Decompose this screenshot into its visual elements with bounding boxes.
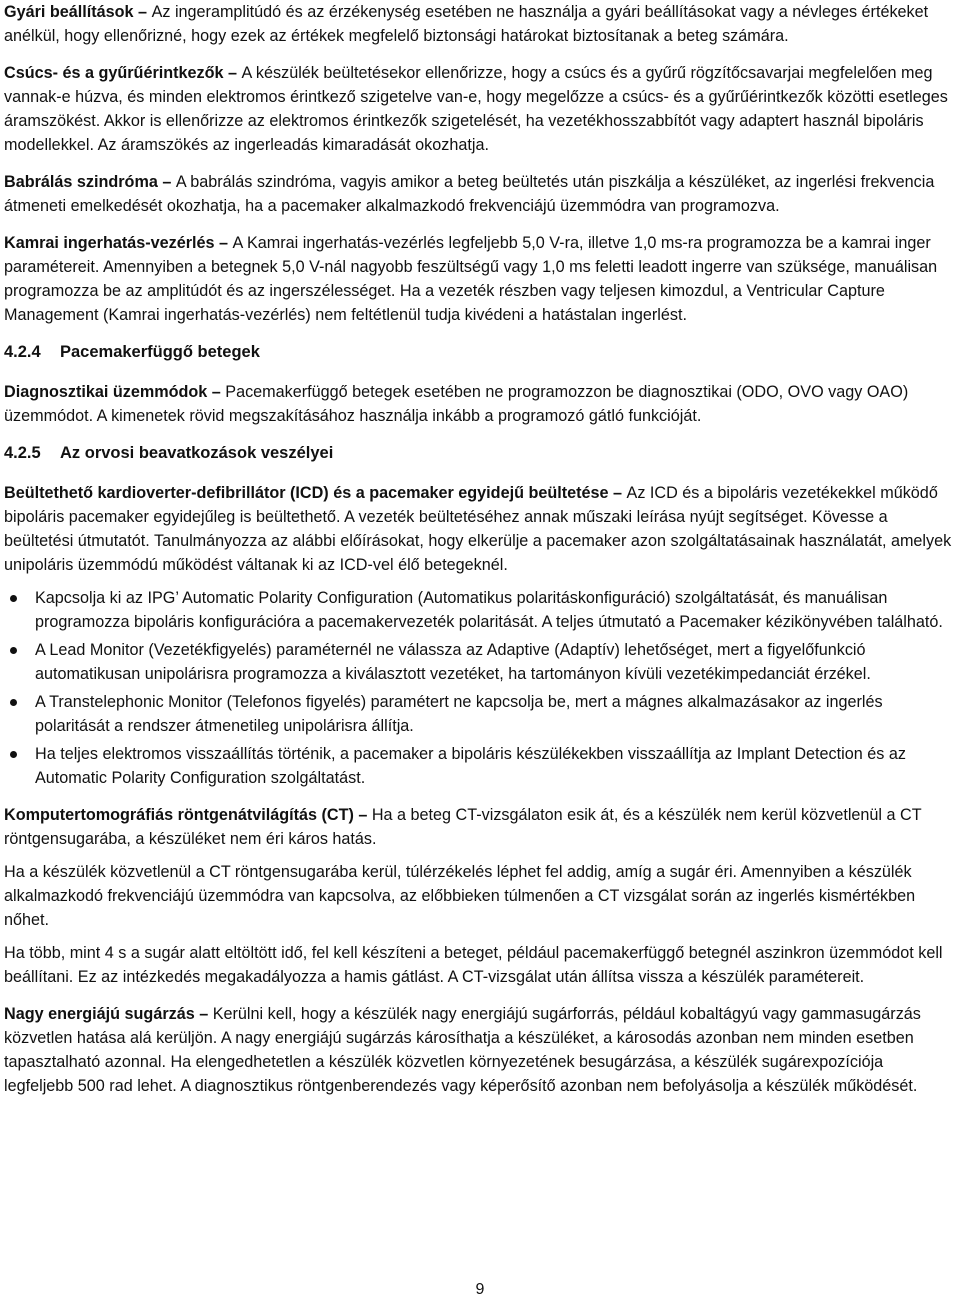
paragraph-tip-ring-contacts [4,61,956,157]
paragraph-text: Az ICD és a bipoláris vezetékekkel működő bipoláris pacemaker egyidejűleg is beültethető. A vezeték beültetéséhez annak műszaki leírása nyújt segítséget. Kövesse a beültetési útmutatót. Tanulmányozza az alábbi előírásokat, hogy elkerülje a pacemaker azon szolgáltatásainak használatát, amelyek unipoláris üzemmódú működést váltanak ki az ICD-vel élő betegeknél. [4,484,952,574]
paragraph-lead: Beültethető kardioverter-defibrillátor (ICD) és a pacemaker egyidejű beültetése – [4,484,627,502]
icd-bullet-list [4,586,956,790]
list-item-text: Kapcsolja ki az IPG’ Automatic Polarity Configuration (Automatikus polaritáskonfiguráció) szolgáltatását, és manuálisan programozza bipoláris konfigurációra a pacemakervezeték polaritását. A teljes útmutató a Pacemaker kézikönyvében található. [35,589,943,631]
bullet-icon [10,647,17,654]
paragraph-high-energy-radiation [4,1002,956,1098]
paragraph-lead: Komputertomográfiás röntgenátvilágítás (CT) – [4,806,372,824]
paragraph-text: Az ingeramplitúdó és az érzékenység esetében ne használja a gyári beállításokat vagy a névleges értékeket anélkül, hogy ellenőrizné, hogy ezek az értékek megfelelő biztonsági határokat biztosítanak a beteg számára. [4,3,929,45]
paragraph-ct-exposure-time [4,941,956,989]
bullet-icon [10,751,17,758]
bullet-icon [10,595,17,602]
list-item [4,690,956,738]
paragraph-diagnostic-modes [4,380,956,428]
section-heading-4-2-4 [4,340,956,364]
paragraph-ventricular-capture [4,231,956,327]
paragraph-factory-settings [4,0,956,48]
paragraph-text: Pacemakerfüggő betegek esetében ne programozzon be diagnosztikai (ODO, OVO vagy OAO) üzemmódot. A kimenetek rövid megszakításához használja inkább a programozó gátló funkcióját. [4,383,909,425]
section-title: Pacemakerfüggő betegek [60,343,260,361]
paragraph-text: Ha a készülék közvetlenül a CT röntgensugarába kerül, túlérzékelés léphet fel addig, amíg a sugár éri. Amennyiben a készülék alkalmazkodó frekvenciájú üzemmódra van kapcsolva, az előbbieken túlmenően a CT vizsgálat során az ingerlés kismértékben nőhet. [4,863,916,929]
bullet-icon [10,699,17,706]
list-item-text: A Lead Monitor (Vezetékfigyelés) paraméternél ne válassza az Adaptive (Adaptív) lehetőséget, mert a figyelőfunkció automatikusan unipolárisra programozza a kiválasztott vezetéket, ha tartományon kívüli vezetékimpedanciát érzékel. [35,641,871,683]
section-title: Az orvosi beavatkozások veszélyei [60,444,334,462]
paragraph-lead: Babrálás szindróma – [4,173,176,191]
document-page [4,0,956,1111]
list-item-text: Ha teljes elektromos visszaállítás történik, a pacemaker a bipoláris készülékekben visszaállítja az Implant Detection és az Automatic Polarity Configuration szolgáltatást. [35,745,906,787]
paragraph-lead: Diagnosztikai üzemmódok – [4,383,226,401]
page-number: 9 [475,1281,485,1298]
list-item [4,742,956,790]
paragraph-text: A készülék beültetésekor ellenőrizze, hogy a csúcs és a gyűrű rögzítőcsavarjai megfelelően meg vannak-e húzva, és minden elektromos érintkező szigetelve van-e, hogy megelőzze a csúcs- és a gyűrűérintkezők közötti esetleges áramszökést. Akkor is ellenőrizze az elektromos érintkezők szigetelését, ha vezetékhosszabbítót vagy adaptert használ bipoláris modellekkel. Az áramszökés az ingerleadás kimaradását okozhatja. [4,64,948,154]
paragraph-text: A babrálás szindróma, vagyis amikor a beteg beültetés után piszkálja a készüléket, az ingerlési frekvencia átmeneti emelkedését okozhatja, ha a pacemaker alkalmazkodó frekvenciájú üzemmódra van programozva. [4,173,935,215]
paragraph-text: A Kamrai ingerhatás-vezérlés legfeljebb 5,0 V-ra, illetve 1,0 ms-ra programozza be a kamrai inger paramétereit. Amennyiben a betegnek 5,0 V-nál nagyobb feszültségű vagy 1,0 ms feletti leadott ingerre van szüksége, manuálisan programozza be az amplitúdót és az ingerszélességet. Ha a vezeték részben vagy teljesen kimozdul, a Ventricular Capture Management (Kamrai ingerhatás-vezérlés) nem feltétlenül tudja kivédeni a hatástalan ingerlést. [4,234,938,324]
section-number: 4.2.4 [4,343,41,361]
section-heading-4-2-5 [4,441,956,465]
paragraph-text: Ha több, mint 4 s a sugár alatt eltöltött idő, fel kell készíteni a beteget, például pacemakerfüggő betegnél aszinkron üzemmódot kell beállítani. Ez az intézkedés megakadályozza a hamis gátlást. A CT-vizsgálat után állítsa vissza a készülék paramétereit. [4,944,943,986]
paragraph-twiddler-syndrome [4,170,956,218]
section-number: 4.2.5 [4,444,41,462]
paragraph-ct [4,803,956,851]
paragraph-icd-implant [4,481,956,577]
list-item [4,586,956,634]
paragraph-lead: Gyári beállítások – [4,3,152,21]
list-item-text: A Transtelephonic Monitor (Telefonos figyelés) paramétert ne kapcsolja be, mert a mágnes alkalmazásakor az ingerlés polaritását a rendszer átmenetileg unipolárisra állítja. [35,693,883,735]
paragraph-ct-direct-beam [4,860,956,932]
paragraph-lead: Kamrai ingerhatás-vezérlés – [4,234,233,252]
paragraph-lead: Csúcs- és a gyűrűérintkezők – [4,64,242,82]
list-item [4,638,956,686]
paragraph-text: Ha a beteg CT-vizsgálaton esik át, és a készülék nem kerül közvetlenül a CT röntgensugarába, a készüléket nem éri káros hatás. [4,806,922,848]
paragraph-text: Kerülni kell, hogy a készülék nagy energiájú sugárforrás, például kobaltágyú vagy gammasugárzás közvetlen hatása alá kerüljön. A nagy energiájú sugárzás károsíthatja a készüléket, a károsodás azonban nem minden esetben tapasztalható azonnal. Ha elengedhetetlen a készülék közvetlen környezetének besugárzása, a készülék sugárexpozíciója legfeljebb 500 rad lehet. A diagnosztikus röntgenberendezés vagy képerősítő azonban nem befolyásolja a készülék működését. [4,1005,921,1095]
paragraph-lead: Nagy energiájú sugárzás – [4,1005,213,1023]
